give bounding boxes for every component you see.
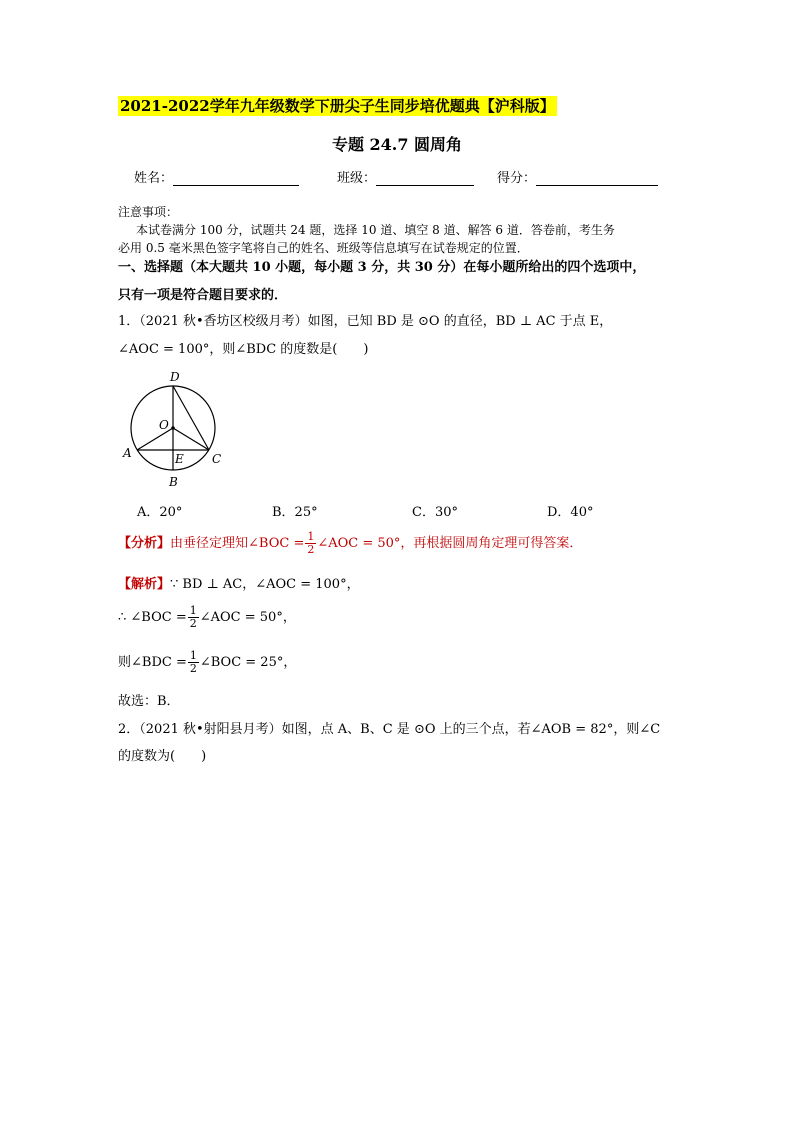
solution-text-1: ∵ BD ⊥ AC，∠AOC = 100°， — [170, 577, 360, 592]
q1-analysis — [118, 530, 582, 557]
header-year: 2021-2022 — [120, 97, 210, 115]
q1-answer: 故选：B． — [118, 694, 180, 709]
analysis-post: ∠AOC = 50°，再根据圆周角定理可得答案． — [317, 536, 583, 551]
name-label: 姓名： — [134, 171, 174, 186]
solution-text-3-pre: 则∠BDC = — [118, 655, 187, 670]
section-heading-line-1: 一、选择题（本大题共 10 小题，每小题 3 分，共 30 分）在每小题所给出的四个选项中， — [118, 260, 646, 275]
page-title: 专题 24.7 圆周角 — [331, 135, 463, 154]
notes-heading: 注意事项： — [118, 205, 179, 219]
analysis-label: 【分析】 — [118, 536, 171, 551]
name-line[interactable] — [173, 171, 299, 186]
fraction-denominator: 2 — [189, 617, 197, 630]
header-text: 学年九年级数学下册尖子生同步培优题典【沪科版】 — [209, 97, 555, 115]
q1-option-b[interactable]: B．25° — [272, 505, 318, 520]
analysis-fraction — [305, 531, 316, 556]
solution-text-2-pre: ∴ ∠BOC = — [118, 610, 187, 625]
q2-stem-line-1: 2．（2021 秋•射阳县月考）如图，点 A、B、C 是 ⊙O 上的三个点，若∠AOB = 82°，则∠C — [118, 722, 661, 737]
q1-solution-line-3 — [118, 649, 296, 676]
label-b: B — [169, 475, 178, 489]
class-label: 班级： — [337, 171, 377, 186]
label-c: C — [212, 452, 222, 466]
label-e: E — [175, 452, 184, 466]
label-o: O — [159, 418, 169, 432]
solution-fraction-1 — [188, 605, 199, 630]
class-line[interactable] — [376, 171, 474, 186]
analysis-pre: 由垂径定理知∠BOC = — [170, 536, 305, 551]
q1-option-c[interactable]: C．30° — [412, 505, 458, 520]
q1-stem-line-1: 1．（2021 秋•香坊区校级月考）如图，已知 BD 是 ⊙O 的直径，BD ⊥ AC 于点 E， — [118, 314, 613, 329]
fraction-numerator: 1 — [189, 604, 197, 617]
fraction-numerator: 1 — [307, 530, 315, 543]
q1-solution-line-1 — [118, 571, 360, 598]
q1-option-d[interactable]: D．40° — [547, 505, 594, 520]
notes-line-2: 必用 0.5 毫米黑色签字笔将自己的姓名、班级等信息填写在试卷规定的位置． — [118, 241, 529, 255]
solution-label: 【解析】 — [118, 577, 171, 592]
label-a: A — [123, 446, 132, 460]
name-field[interactable] — [134, 167, 299, 186]
fraction-denominator: 2 — [189, 662, 197, 675]
header-banner — [118, 96, 557, 116]
solution-text-2-post: ∠AOC = 50°， — [199, 610, 296, 625]
q1-stem-line-2: ∠AOC = 100°，则∠BDC 的度数是( ) — [118, 342, 369, 357]
q1-circle-figure — [118, 366, 228, 492]
score-field[interactable] — [497, 167, 658, 186]
segment-dc — [173, 386, 209, 450]
solution-fraction-2 — [188, 650, 199, 675]
center-point — [171, 426, 175, 430]
notes-line-1: 本试卷满分 100 分，试题共 24 题，选择 10 道、填空 8 道、解答 6 道．答卷前，考生务 — [136, 223, 615, 237]
solution-text-3-post: ∠BOC = 25°， — [199, 655, 297, 670]
q1-option-a[interactable]: A．20° — [137, 505, 183, 520]
section-heading-line-2: 只有一项是符合题目要求的． — [118, 288, 288, 303]
fraction-numerator: 1 — [189, 649, 197, 662]
fraction-denominator: 2 — [307, 543, 315, 556]
label-d: D — [170, 370, 180, 384]
score-line[interactable] — [536, 171, 658, 186]
q1-solution-line-2 — [118, 604, 296, 631]
score-label: 得分： — [497, 171, 537, 186]
class-field[interactable] — [337, 167, 474, 186]
segment-oc — [173, 428, 209, 450]
q2-stem-line-2: 的度数为( ) — [118, 749, 207, 764]
